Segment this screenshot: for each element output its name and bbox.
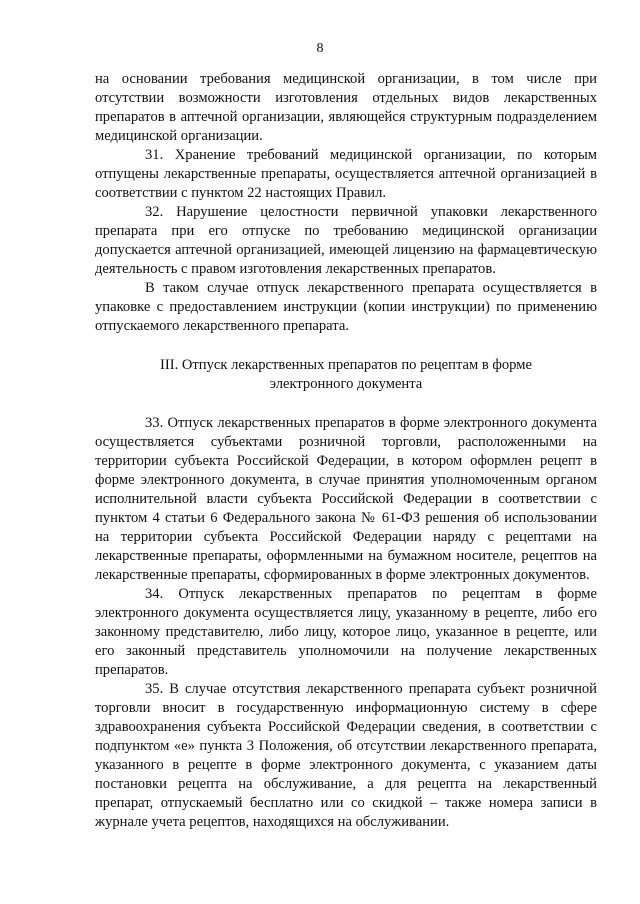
- paragraph-33: 33. Отпуск лекарственных препаратов в форме электронного документа осуществляется субъектами розничной торговли, расположенными на территории субъекта Российской Федерации, в котором оформлен рецепт в форме электронного документа, в случае принятия уполномоченным органом исполнительной власти субъекта Российской Федерации в соответствии с пунктом 4 статьи 6 Федерального закона № 61-ФЗ решения об использовании на территории субъекта Российской Федерации наряду с рецептами на лекарственные препараты, оформленными на бумажном носителе, рецептов на лекарственные препараты, сформированных в форме электронных документов.: [95, 415, 597, 583]
- paragraph-32-continued: В таком случае отпуск лекарственного препарата осуществляется в упаковке с предоставлением инструкции (копии инструкции) по применению отпускаемого лекарственного препарата.: [95, 280, 597, 334]
- section-heading-line-1: III. Отпуск лекарственных препаратов по рецептам в форме: [160, 357, 532, 373]
- page-number: 8: [316, 41, 324, 56]
- paragraph-34: 34. Отпуск лекарственных препаратов по рецептам в форме электронного документа осуществляется лицу, указанному в рецепте, либо его законному представителю, либо лицу, которое лицо, указанное в рецепте, или его законный представитель уполномочили на получение лекарственных препаратов.: [95, 586, 597, 678]
- spacer: [95, 336, 597, 356]
- spacer: [95, 394, 597, 414]
- paragraph-31: 31. Хранение требований медицинской организации, по которым отпущены лекарственные препараты, осуществляется аптечной организацией в соответствии с пунктом 22 настоящих Правил.: [95, 147, 597, 201]
- section-heading-line-2: электронного документа: [269, 376, 423, 392]
- paragraph-continuation: на основании требования медицинской организации, в том числе при отсутствии возможности изготовления отдельных видов лекарственных препаратов в аптечной организации, являющейся структурным подразделением медицинской организации.: [95, 71, 597, 144]
- paragraph-35: 35. В случае отсутствия лекарственного препарата субъект розничной торговли вносит в государственную информационную систему в сфере здравоохранения субъекта Российской Федерации сведения, в соответствии с подпунктом «е» пункта 3 Положения, об отсутствии лекарственного препарата, указанного в рецепте в форме электронного документа, с указанием даты постановки рецепта на обслуживание, а для рецепта на лекарственный препарат, отпускаемый бесплатно или со скидкой – также номера записи в журнале учета рецептов, находящихся на обслуживании.: [95, 681, 597, 830]
- section-heading: [95, 356, 597, 394]
- paragraph-32: 32. Нарушение целостности первичной упаковки лекарственного препарата при его отпуске по требованию медицинской организации допускается аптечной организацией, имеющей лицензию на фармацевтическую деятельность с правом изготовления лекарственных препаратов.: [95, 204, 597, 277]
- document-body: [95, 70, 597, 832]
